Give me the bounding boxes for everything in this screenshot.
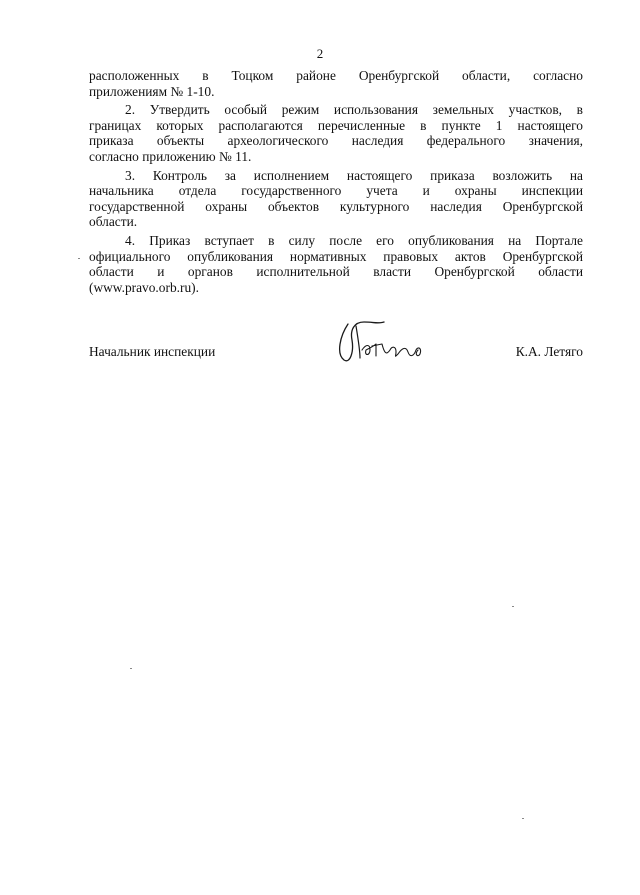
text-line: приказа объекты археологического наследия федерального значения,: [89, 133, 583, 149]
signatory-name: К.А. Летяго: [515, 344, 583, 359]
paragraph-1: [89, 68, 583, 99]
paragraph-2: [89, 102, 583, 164]
paragraph-3: [89, 168, 583, 230]
text-line: 4. Приказ вступает в силу после его опубликования на Портале: [125, 232, 583, 248]
signatory-title: Начальник инспекции: [89, 344, 216, 359]
signature-block: [89, 344, 583, 364]
text-line: приложениям № 1-10.: [89, 83, 215, 99]
scan-speck: [130, 668, 132, 669]
text-line: области.: [89, 214, 138, 230]
text-line: официального опубликования нормативных правовых актов Оренбургской: [89, 248, 583, 264]
text-line: 3. Контроль за исполнением настоящего приказа возложить на: [125, 167, 583, 183]
scan-speck: [512, 606, 514, 607]
text-line: расположенных в Тоцком районе Оренбургской области, согласно: [89, 68, 583, 83]
text-line: (www.pravo.orb.ru).: [89, 279, 199, 295]
scan-speck: [522, 818, 524, 819]
text-line: границах которых располагаются перечисленные в пункте 1 настоящего: [89, 117, 583, 133]
document-body: [89, 68, 583, 298]
scan-speck: [78, 258, 80, 259]
paragraph-4: [89, 233, 583, 295]
text-line: государственной охраны объектов культурного наследия Оренбургской: [89, 198, 583, 214]
text-line: согласно приложению № 11.: [89, 148, 252, 164]
text-line: области и органов исполнительной власти Оренбургской области: [89, 264, 583, 280]
text-line: 2. Утвердить особый режим использования земельных участков, в: [125, 102, 583, 118]
page-number: 2: [316, 46, 324, 61]
text-line: начальника отдела государственного учета и охраны инспекции: [89, 183, 583, 199]
